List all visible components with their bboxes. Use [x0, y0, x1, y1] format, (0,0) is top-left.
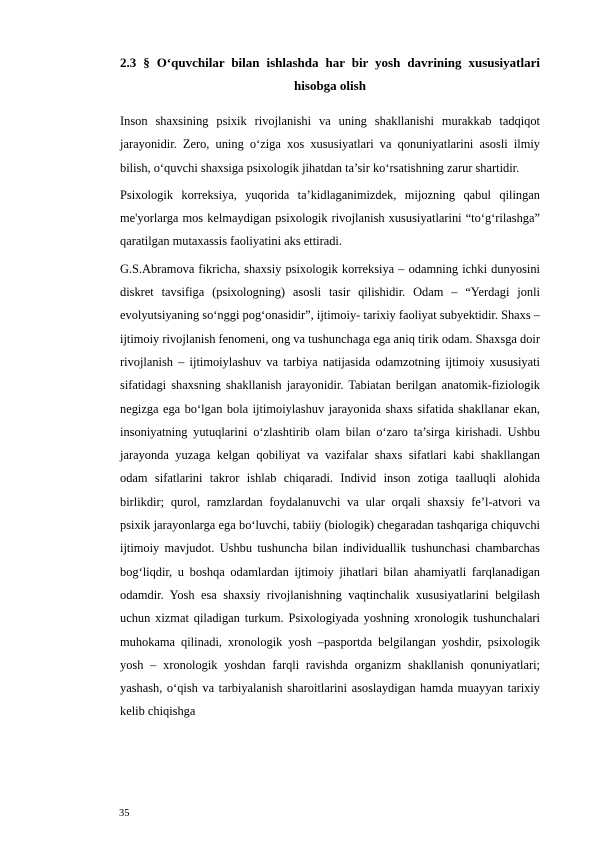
paragraph-1: Inson shaxsining psixik rivojlanishi va uning shakllanishi murakkab tadqiqot jarayonidir. Zero, uning o‘ziga xos xususiyatlari va qonuniyatlarini asosli ilmiy bilish, o‘quvchi shaxsiga psixologik jihatdan ta’sir ko‘rsatishning zarur shartidir. [120, 114, 540, 175]
section-heading-line-2: hisobga olish [294, 78, 366, 93]
page-number: 35 [119, 808, 130, 819]
page-content [120, 51, 540, 728]
paragraph-3: G.S.Abramova fikricha, shaxsiy psixologik korreksiya – odamning ichki dunyosini diskret tavsifiga (psixologning) asosli tasir qilishidir. Odam – “Yerdagi jonli evolyutsiyaning so‘nggi pog‘onasidir”, ijtimoiy- tarixiy faoliyat subyektidir. Shaxs – ijtimoiy rivojlanish fenomeni, ong va tushunchaga ega aniq tirik odam. Shaxsga doir rivojlanish – ijtimoiylashuv va tarbiya natijasida odamzotning ijtimoiy xususiyati sifatidagi shaxsning shakllanish jarayonidir. Tabiatan berilgan anatomik-fiziologik negizga ega bo‘lgan bola ijtimoiylashuv jarayonida shaxs sifatida shakllanar ekan, insoniyatning yutuqlarini o‘zlashtirib olam bilan o‘zaro ta’sirga kirishadi. Ushbu jarayonda yuzaga kelgan qobiliyat va vazifalar shaxs sifatlari kabi shakllangan odam sifatlarini takror ishlab chiqaradi. Individ inson zotiga taalluqli alohida birlikdir; qurol, ramzlardan foydalanuvchi va ular orqali shaxsiy fe’l-atvori va psixik jarayonlarga ega bo‘luvchi, tabiiy (biologik) chegaradan tashqariga chiquvchi ijtimoiy mavjudot. Ushbu tushuncha bilan individuallik tushunchasi chambarchas bog‘liqdir, u boshqa odamlardan ijtimoiy jihatlari bilan ahamiyatli farqlanadigan odamdir. Yosh esa shaxsiy rivojlanishning vaqtinchalik xususiyatlarini belgilash uchun xizmat qiladigan turkum. Psixologiyada yoshning xronologik tushunchalari muhokama qilinadi, xronologik yosh –pasportda belgilangan yoshdir, psixologik yosh – xronologik yoshdan farqli ravishda organizm shakllanish qonuniyatlari; yashash, o‘qish va tarbiyalanish sharoitlarini asoslaydigan hamda muayyan tarixiy kelib chiqishga [120, 261, 540, 719]
section-heading-line-1: 2.3 § O‘quvchilar bilan ishlashda har bir yosh davrining xususiyatlari [120, 55, 540, 70]
paragraph-2: Psixologik korreksiya, yuqorida ta’kidlaganimizdek, mijozning qabul qilingan me'yorlarga mos kelmaydigan psixologik rivojlanish xususiyatlarini “to‘g‘rilashga” qaratilgan mutaxassis faoliyatini aks ettiradi. [120, 187, 540, 249]
section-heading [120, 51, 540, 97]
